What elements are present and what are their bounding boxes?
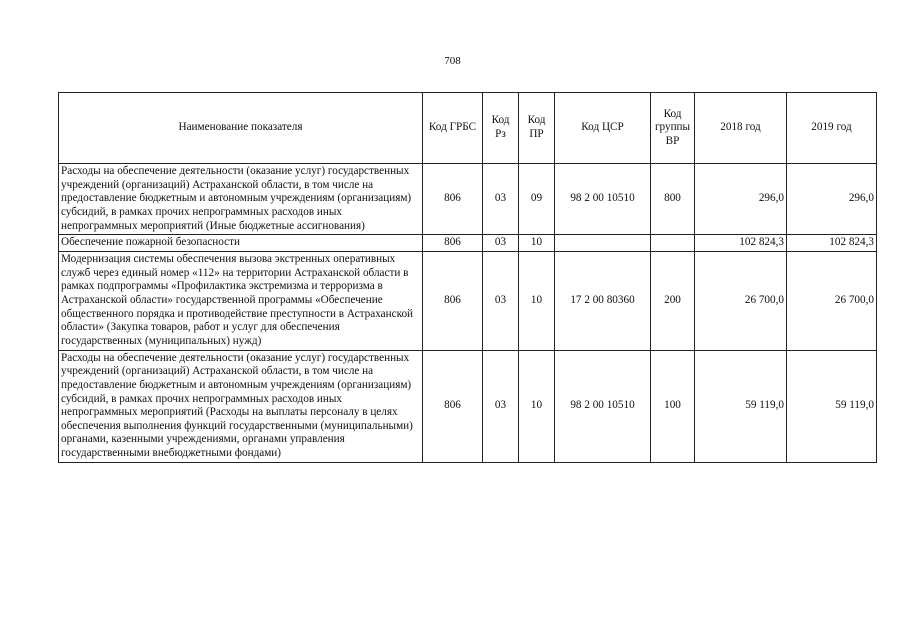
row-2018: 59 119,0 — [695, 350, 787, 462]
row-grbs: 806 — [423, 350, 483, 462]
row-name: Модернизация системы обеспечения вызова экстренных оперативных служб через единый номер «112» на территории Астраханской области в рамках подпрограммы «Профилактика экстремизма и терроризма в Астраханской области» государственной программы «Обеспечение общественного порядка и противодействие преступности в Астраханской области» (Закупка товаров, работ и услуг для обеспечения государственных (муниципальных) нужд) — [59, 251, 423, 350]
budget-table — [58, 92, 877, 463]
row-pr: 10 — [519, 251, 555, 350]
page-number: 708 — [444, 55, 461, 67]
header-row — [59, 93, 877, 164]
row-2019: 26 700,0 — [787, 251, 877, 350]
row-csr: 17 2 00 80360 — [555, 251, 651, 350]
row-csr: 98 2 00 10510 — [555, 350, 651, 462]
header-2018: 2018 год — [695, 93, 787, 164]
table-row — [59, 251, 877, 350]
row-name: Расходы на обеспечение деятельности (оказание услуг) государственных учреждений (организаций) Астраханской области, в том числе на предоставление бюджетным и автономным учреждениям (организациям) субсидий, в рамках прочих непрограммных расходов иных непрограммных мероприятий (Иные бюджетные ассигнования) — [59, 164, 423, 235]
row-pr: 09 — [519, 164, 555, 235]
header-pr: Код ПР — [519, 93, 555, 164]
row-grbs: 806 — [423, 235, 483, 252]
row-pr: 10 — [519, 350, 555, 462]
row-2019: 296,0 — [787, 164, 877, 235]
row-csr — [555, 235, 651, 252]
header-vr: Код группы ВР — [651, 93, 695, 164]
row-rz: 03 — [483, 235, 519, 252]
table-row — [59, 164, 877, 235]
row-grbs: 806 — [423, 164, 483, 235]
row-rz: 03 — [483, 251, 519, 350]
header-csr: Код ЦСР — [555, 93, 651, 164]
header-rz: Код Рз — [483, 93, 519, 164]
row-name: Расходы на обеспечение деятельности (оказание услуг) государственных учреждений (организаций) Астраханской области, в том числе на предоставление бюджетным и автономным учреждениям (организациям) субсидий, в рамках прочих непрограммных расходов иных непрограммных мероприятий (Расходы на выплаты персоналу в целях обеспечения выполнения функций государственными (муниципальными) органами, казенными учреждениями, органами управления государственными внебюджетными фондами) — [59, 350, 423, 462]
row-vr: 100 — [651, 350, 695, 462]
row-2018: 296,0 — [695, 164, 787, 235]
row-rz: 03 — [483, 164, 519, 235]
row-csr: 98 2 00 10510 — [555, 164, 651, 235]
row-2019: 102 824,3 — [787, 235, 877, 252]
table-row — [59, 235, 877, 252]
row-2018: 102 824,3 — [695, 235, 787, 252]
table-row — [59, 350, 877, 462]
header-2019: 2019 год — [787, 93, 877, 164]
header-name: Наименование показателя — [59, 93, 423, 164]
row-rz: 03 — [483, 350, 519, 462]
row-vr: 800 — [651, 164, 695, 235]
row-name: Обеспечение пожарной безопасности — [59, 235, 423, 252]
row-2018: 26 700,0 — [695, 251, 787, 350]
row-2019: 59 119,0 — [787, 350, 877, 462]
header-grbs: Код ГРБС — [423, 93, 483, 164]
row-vr — [651, 235, 695, 252]
row-vr: 200 — [651, 251, 695, 350]
row-pr: 10 — [519, 235, 555, 252]
row-grbs: 806 — [423, 251, 483, 350]
